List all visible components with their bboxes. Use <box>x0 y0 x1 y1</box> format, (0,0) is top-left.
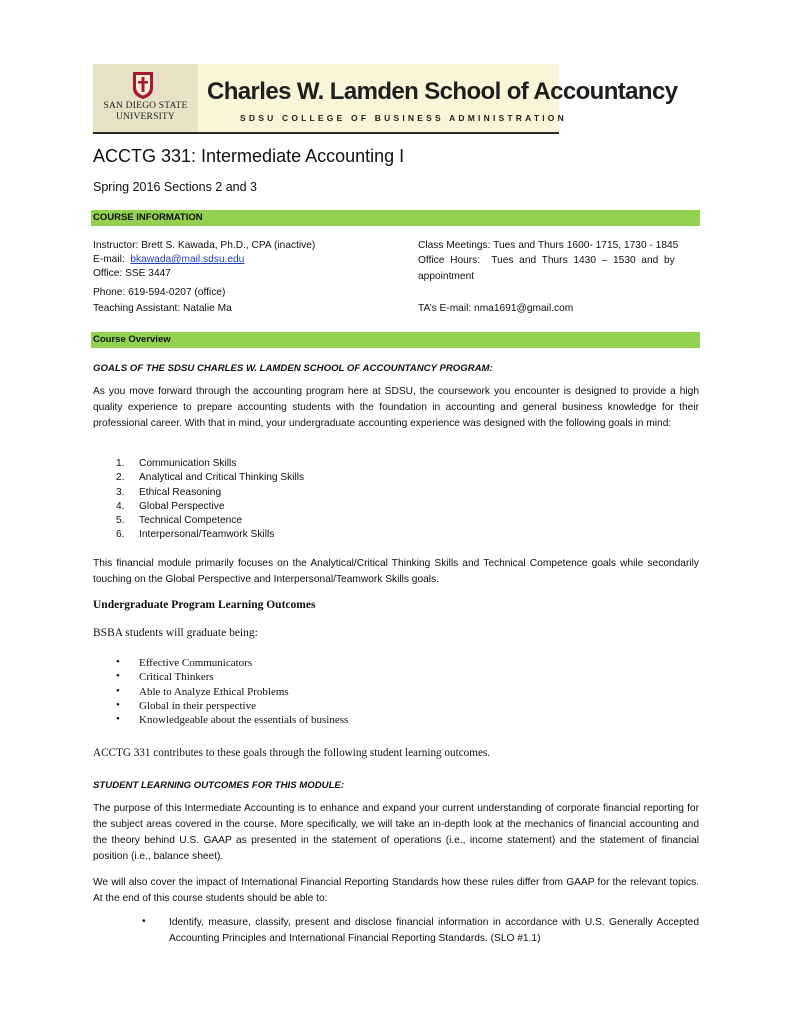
bullet-icon: • <box>116 713 120 726</box>
course-term: Spring 2016 Sections 2 and 3 <box>93 180 258 194</box>
instructor-line: Instructor: Brett S. Kawada, Ph.D., CPA (inactive) <box>93 240 316 251</box>
goals-summary: This financial module primarily focuses on the Analytical/Critical Thinking Skills and Technical Competence goals while secondarily touching on the Global Perspective and Interpersonal/Teamwork Skills goals. <box>93 558 699 585</box>
phone-line: Phone: 619-594-0207 (office) <box>93 287 226 298</box>
goals-heading: GOALS OF THE SDSU CHARLES W. LAMDEN SCHOOL OF ACCOUNTANCY PROGRAM: <box>93 363 493 374</box>
slo-heading: STUDENT LEARNING OUTCOMES FOR THIS MODULE: <box>93 780 345 791</box>
slo-purpose: The purpose of this Intermediate Accounting is to enhance and expand your current understanding of corporate financial reporting for the subject areas covered in the course. More specifically, we will take an in-depth look at the mechanics of financial accounting and the theory behind U.S. GAAP as presented in the statement of operations (i.e., income statement) and the statement of financial position (i.e., balance sheet). <box>93 803 699 862</box>
sdsu-seal-icon <box>131 70 155 100</box>
bullet-icon: • <box>116 698 120 711</box>
outcomes-contribution: ACCTG 331 contributes to these goals through the following student learning outcomes. <box>93 747 491 759</box>
logo-wordmark: SAN DIEGO STATE UNIVERSITY <box>103 101 188 122</box>
course-information-bar <box>91 210 700 226</box>
bullet-icon: • <box>116 670 120 683</box>
office-hours-line: Office Hours: Tues and Thurs 1430 – 1530 and by <box>418 255 675 266</box>
banner-divider <box>93 132 559 134</box>
slo-item-1: Identify, measure, classify, present and disclose financial information in accordance with U.S. Generally Accepted Accounting Principles and International Financial Reporting Standards. (SLO #1.1) <box>169 917 699 944</box>
goals-intro: As you move forward through the accounting program here at SDSU, the coursework you encounter is designed to provide a high quality experience to prepare accounting students with the foundation in accounting and general business knowledge for their professional career. With that in mind, your undergraduate accounting experience was designed with the following goals in mind: <box>93 386 699 429</box>
bullet-icon: • <box>142 916 146 927</box>
email-label: E-mail: <box>93 254 125 265</box>
ta-line: Teaching Assistant: Natalie Ma <box>93 303 232 314</box>
course-title: ACCTG 331: Intermediate Accounting I <box>93 146 405 166</box>
college-name: SDSU COLLEGE OF BUSINESS ADMINISTRATION <box>240 113 567 123</box>
outcomes-lead: BSBA students will graduate being: <box>93 627 258 639</box>
bullet-icon: • <box>116 656 120 668</box>
office-line: Office: SSE 3447 <box>93 268 171 279</box>
email-line <box>93 253 244 267</box>
slo-ifrs: We will also cover the impact of International Financial Reporting Standards how these rules differ from GAAP for the relevant topics. At the end of this course students should be able to: <box>93 877 699 904</box>
bullet-icon: • <box>116 684 120 697</box>
school-name: Charles W. Lamden School of Accountancy <box>207 78 678 105</box>
sdsu-logo <box>93 64 198 132</box>
section-heading: Course Overview <box>93 334 171 345</box>
class-meetings-line: Class Meetings: Tues and Thurs 1600- 1715, 1730 - 1845 <box>418 240 679 251</box>
course-overview-bar <box>91 332 700 348</box>
instructor-email-link[interactable]: bkawada@mail.sdsu.edu <box>130 254 245 265</box>
ta-email-line: TA’s E-mail: nma1691@gmail.com <box>418 303 574 314</box>
office-hours-continued: appointment <box>418 271 475 282</box>
outcomes-heading: Undergraduate Program Learning Outcomes <box>93 599 316 611</box>
school-banner <box>93 64 678 132</box>
section-heading: COURSE INFORMATION <box>93 212 203 223</box>
syllabus-page: SAN DIEGO STATE UNIVERSITY Charles W. Lamden School of Accountancy SDSU COLLEGE OF BUSINESS ADMINISTRATION ACCTG 331: Intermediate Accounting I Spring 2016 Sections 2 and 3 COURSE INFORMATION Instructor: Brett S. Kawada, Ph.D., CPA (inactive) E-mail: bkawada@mail.sdsu.edu Office: SSE 3447 Phone: 619-594-0207 (office) Teaching Assistant: Natalie Ma Class Meetings: Tues and Thurs 1600- 1715, 1730 - 1845 Office Hours: Tues and Thurs 1430 – 1530 and by appointment TA’s E-mail: nma1691@gmail.com Course Overview GOALS OF THE SDSU CHARLES W. LAMDEN SCHOOL OF ACCOUNTANCY PROGRAM: As you move forward through the accounting program here at SDSU, the coursework you encounter is designed to provide a high quality experience to prepare accounting students with the foundation in accounting and general business knowledge for their professional career. With that in mind, your undergraduate accounting experience was designed with the following goals in mind: 1. Communication Skills 2. Analytical and Critical Thinking Skills 3. Ethical Reasoning 4. Global Perspective 5. Technical Competence 6. Interpersonal/Teamwork Skills This financial module primarily focuses on the Analytical/Critical Thinking Skills and Technical Competence goals while secondarily touching on the Global Perspective and Interpersonal/Teamwork Skills goals. Undergraduate Program Learning Outcomes BSBA students will graduate being: • Effective Communicators • Critical Thinkers • Able to Analyze Ethical Problems • Global in their perspective • Knowledgeable about the essentials of business ACCTG 331 contributes to these goals through the following student learning outcomes. STUDENT LEARNING OUTCOMES FOR THIS MODULE: The purpose of this Intermediate Accounting is to enhance and expand your current understanding of corporate financial reporting for the subject areas covered in the course. More specifically, we will take an in-depth look at the mechanics of financial accounting and the theory behind U.S. GAAP as presented in the statement of operations (i.e., income statement) and the statement of financial position (i.e., balance sheet). We will also cover the impact of International Financial Reporting Standards how these rules differ from GAAP for the relevant topics. At the end of this course students should be able to: • Identify, measure, classify, present and disclose financial information in accordance with U.S. Generally Accepted Accounting Principles and International Financial Reporting Standards. (SLO #1.1) <box>0 0 791 1024</box>
